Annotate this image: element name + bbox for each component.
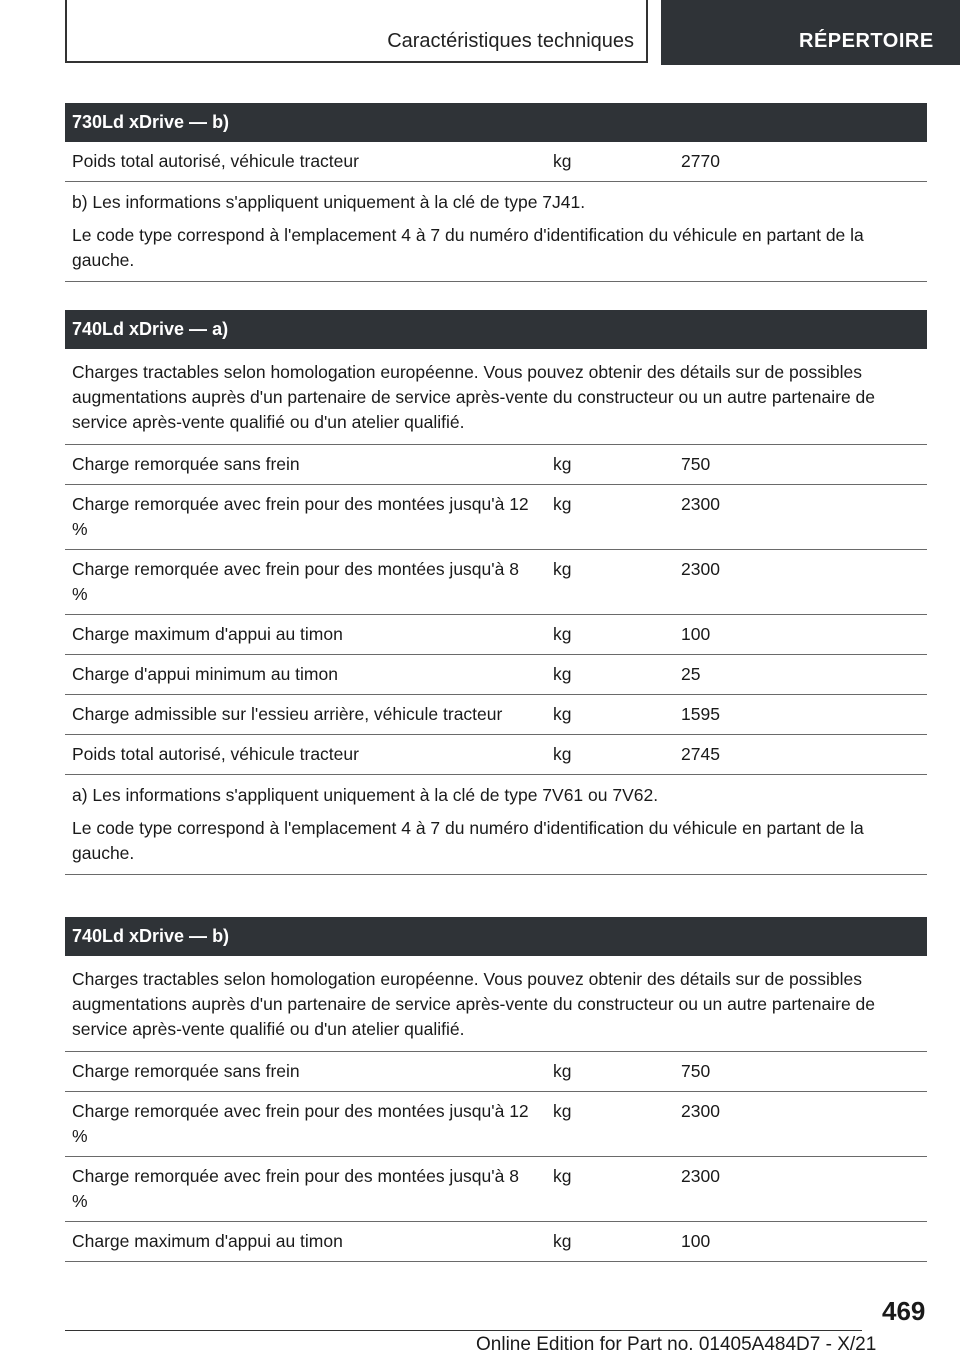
- header-index-label: RÉPERTOIRE: [799, 30, 934, 52]
- table-row: [65, 1157, 927, 1222]
- note: Le code type correspond à l'emplacement 4 à 7 du numéro d'identification du véhicule en partant de la gauche.: [72, 225, 864, 270]
- table-row: [65, 655, 927, 695]
- table-notes: [65, 182, 927, 282]
- row-unit: kg: [553, 1061, 572, 1081]
- table-row: [65, 142, 927, 182]
- row-value: 2745: [681, 744, 720, 764]
- row-value: 25: [681, 664, 701, 684]
- row-label: Charge remorquée avec frein pour des montées jusqu'à 12 %: [72, 1101, 529, 1146]
- row-value: 2300: [681, 494, 720, 514]
- note: Le code type correspond à l'emplacement 4 à 7 du numéro d'identification du véhicule en partant de la gauche.: [72, 818, 864, 863]
- table-notes: [65, 775, 927, 875]
- spec-table-740ld-a: [65, 310, 927, 875]
- table-row: [65, 735, 927, 775]
- row-label: Poids total autorisé, véhicule tracteur: [72, 151, 359, 171]
- table-description: Charges tractables selon homologation européenne. Vous pouvez obtenir des détails sur de possibles augmentations auprès d'un partenaire de service après-vente du constructeur ou un autre partenaire de service après-vente qualifié ou d'un atelier qualifié.: [65, 956, 927, 1052]
- row-unit: kg: [553, 664, 572, 684]
- row-label: Charge remorquée avec frein pour des montées jusqu'à 12 %: [72, 494, 529, 539]
- table-row: [65, 1092, 927, 1157]
- row-unit: kg: [553, 624, 572, 644]
- table-row: [65, 1222, 927, 1262]
- row-value: 2300: [681, 1101, 720, 1121]
- row-unit: kg: [553, 1101, 572, 1121]
- spec-table-title: 740Ld xDrive — a): [65, 310, 927, 349]
- table-row: [65, 485, 927, 550]
- table-row: [65, 445, 927, 485]
- header-section-tab: [65, 0, 648, 63]
- spec-table-730ld-b: [65, 103, 927, 282]
- row-value: 750: [681, 454, 711, 474]
- row-label: Poids total autorisé, véhicule tracteur: [72, 744, 359, 764]
- row-label: Charge remorquée avec frein pour des montées jusqu'à 8 %: [72, 559, 519, 604]
- row-label: Charge admissible sur l'essieu arrière, véhicule tracteur: [72, 704, 503, 724]
- row-unit: kg: [553, 494, 572, 514]
- page-number: 469: [882, 1296, 926, 1326]
- header-index-tab[interactable]: [661, 0, 960, 65]
- row-label: Charge remorquée sans frein: [72, 454, 300, 474]
- table-row: [65, 615, 927, 655]
- footer-divider: [65, 1330, 862, 1331]
- footer-edition: Online Edition for Part no. 01405A484D7 - X/21: [476, 1334, 877, 1355]
- row-unit: kg: [553, 454, 572, 474]
- row-value: 1595: [681, 704, 720, 724]
- row-value: 2300: [681, 1166, 720, 1186]
- row-value: 2300: [681, 559, 720, 579]
- row-value: 2770: [681, 151, 720, 171]
- row-unit: kg: [553, 744, 572, 764]
- row-value: 100: [681, 1231, 711, 1251]
- row-value: 100: [681, 624, 711, 644]
- row-label: Charge maximum d'appui au timon: [72, 624, 343, 644]
- row-label: Charge d'appui minimum au timon: [72, 664, 338, 684]
- row-label: Charge maximum d'appui au timon: [72, 1231, 343, 1251]
- row-unit: kg: [553, 704, 572, 724]
- row-value: 750: [681, 1061, 711, 1081]
- spec-table-740ld-b: [65, 917, 927, 1262]
- row-label: Charge remorquée avec frein pour des montées jusqu'à 8 %: [72, 1166, 519, 1211]
- table-row: [65, 550, 927, 615]
- row-label: Charge remorquée sans frein: [72, 1061, 300, 1081]
- row-unit: kg: [553, 559, 572, 579]
- row-unit: kg: [553, 151, 572, 171]
- spec-table-title: 740Ld xDrive — b): [65, 917, 927, 956]
- row-unit: kg: [553, 1166, 572, 1186]
- note: a) Les informations s'appliquent uniquement à la clé de type 7V61 ou 7V62.: [72, 785, 659, 805]
- spec-table-title: 730Ld xDrive — b): [65, 103, 927, 142]
- table-row: [65, 695, 927, 735]
- table-description: Charges tractables selon homologation européenne. Vous pouvez obtenir des détails sur de possibles augmentations auprès d'un partenaire de service après-vente du constructeur ou un autre partenaire de service après-vente qualifié ou d'un atelier qualifié.: [65, 349, 927, 445]
- row-unit: kg: [553, 1231, 572, 1251]
- table-row: [65, 1052, 927, 1092]
- header-section-label: Caractéristiques techniques: [387, 30, 634, 52]
- note: b) Les informations s'appliquent uniquement à la clé de type 7J41.: [72, 192, 586, 212]
